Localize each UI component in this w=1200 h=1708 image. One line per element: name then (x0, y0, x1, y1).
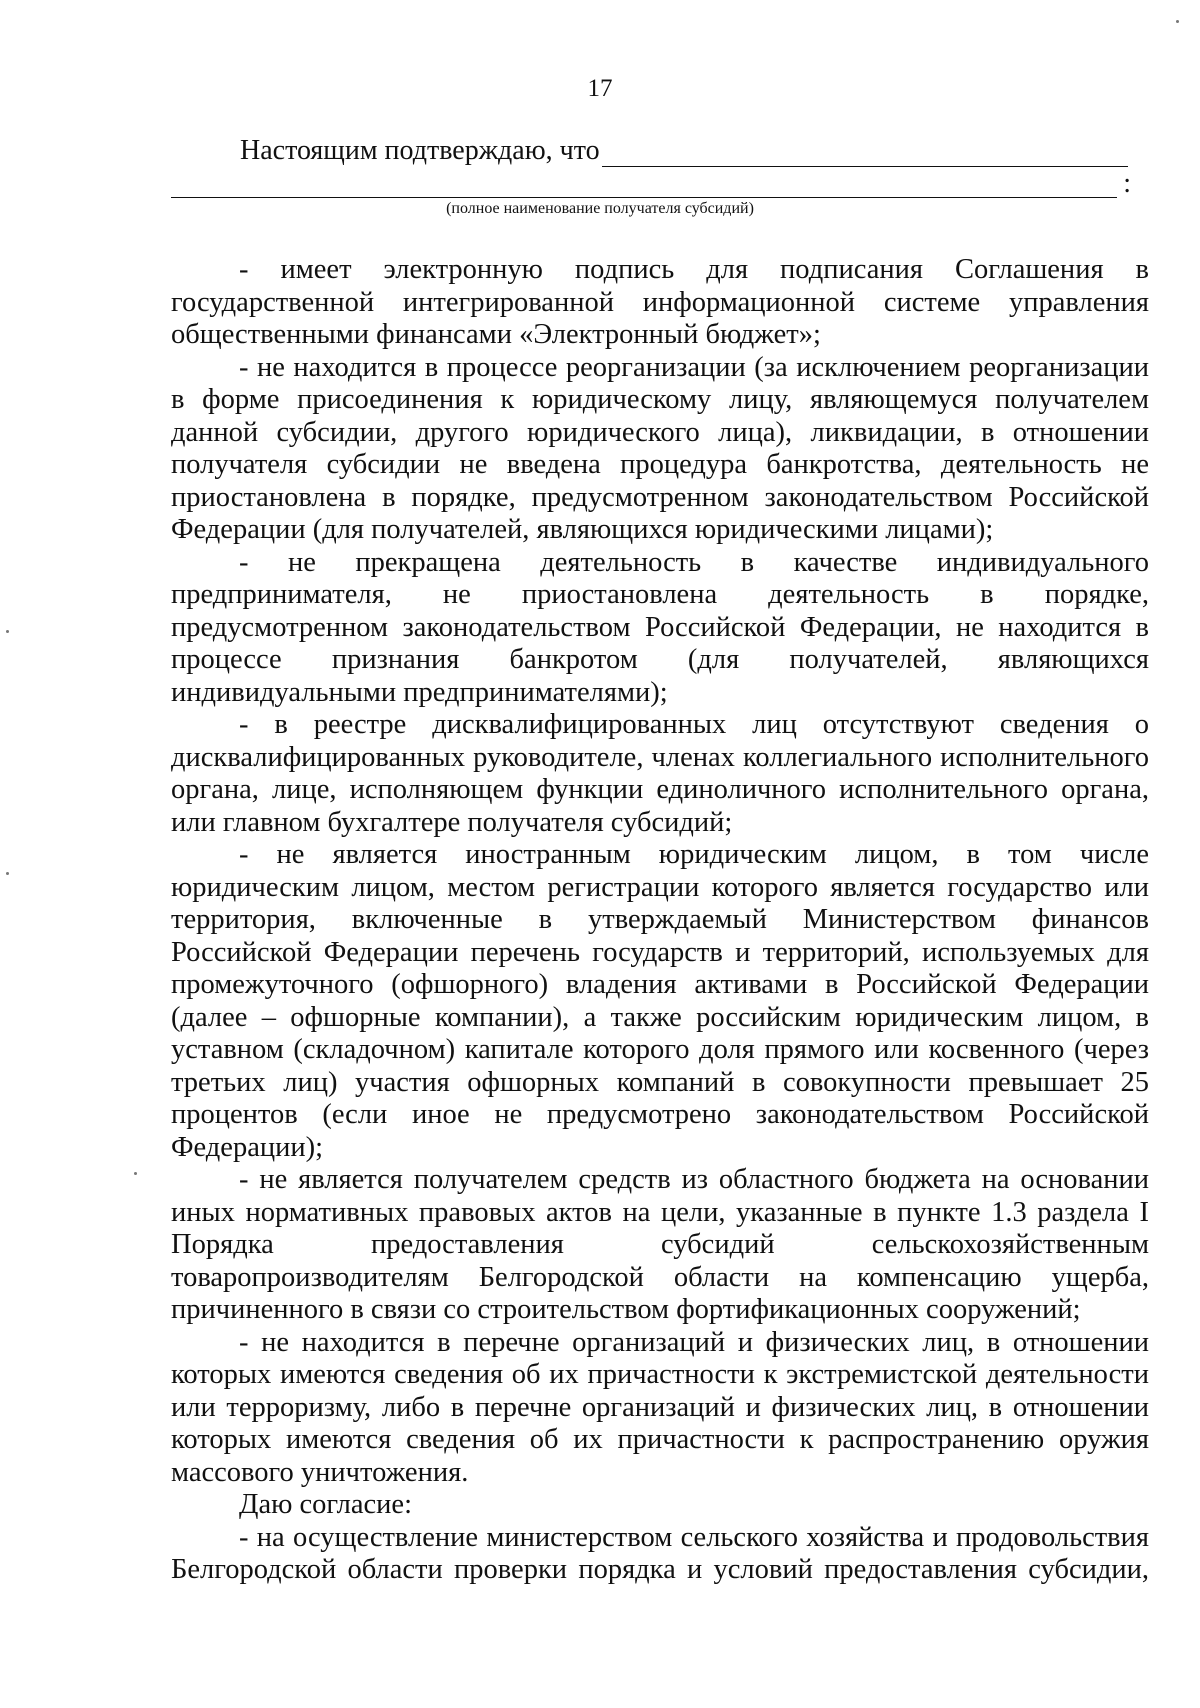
paragraph-offshore: - не является иностранным юридическим лицом, в том числе юридическим лицом, местом регистрации которого является государство или территория, включенные в утверждаемый Министерством финансов Российской Федерации перечень государств и территорий, используемых для промежуточного (офшорного) владения активами в Российской Федерации (далее – офшорные компании), а также российским юридическим лицом, в уставном (складочном) капитале которого доля прямого или косвенного (через третьих лиц) участия офшорных компаний в совокупности превышает 25 процентов (если иное не предусмотрено законодательством Российской Федерации); (171, 839, 1149, 1163)
paragraph-consent-inspection: - на осуществление министерством сельского хозяйства и продовольствия Белгородской области проверки порядка и условий предоставления субсидии, (171, 1521, 1149, 1585)
page-number: 17 (587, 75, 613, 102)
confirmation-text: Настоящим подтверждаю, что (240, 135, 600, 166)
paragraph-extremism-list: - не находится в перечне организаций и физических лиц, в отношении которых имеются сведения об их причастности к экстремистской деятельности или терроризму, либо в перечне организаций и физических лиц, в отношении которых имеются сведения об их причастности к распространению оружия массового уничтожения. (171, 1326, 1149, 1488)
paragraph-regional-budget: - не является получателем средств из областного бюджета на основании иных нормативных правовых актов на цели, указанные в пункте 1.3 раздела I Порядка предоставления субсидий сельскохозяйственным товаропроизводителям Белгородской области на компенсацию ущерба, причиненного в связи со строительством фортификационных сооружений; (171, 1164, 1149, 1325)
confirmation-line (240, 135, 1128, 167)
paragraph-reorganization: - не находится в процессе реорганизации (за исключением реорганизации в форме присоединения к юридическому лицу, являющемуся получателем данной субсидии, другого юридического лица), ликвидации, в отношении получателя субсидии не введена процедура банкротства, деятельность не приостановлена в порядке, предусмотренном законодательством Российской Федерации (для получателей, являющихся юридическими лицами); (171, 351, 1149, 545)
scan-speck (1176, 20, 1179, 23)
recipient-name-blank-1 (602, 138, 1128, 167)
recipient-name-line (171, 170, 1131, 198)
paragraph-disqualified-persons: - в реестре дисквалифицированных лиц отсутствуют сведения о дисквалифицированных руководителе, членах коллегиального исполнительного органа, лице, исполняющем функции единоличного исполнительного органа, или главном бухгалтере получателя субсидий; (171, 709, 1149, 838)
paragraph-electronic-signature: - имеет электронную подпись для подписания Соглашения в государственной интегрированной информационной системе управления общественными финансами «Электронный бюджет»; (171, 254, 1149, 350)
scan-speck (6, 630, 9, 633)
scan-speck (134, 1172, 137, 1175)
body-text (171, 254, 1149, 1587)
paragraph-entrepreneur: - не прекращена деятельность в качестве индивидуального предпринимателя, не приостановлена деятельность в порядке, предусмотренном законодательством Российской Федерации, не находится в процессе признания банкротом (для получателей, являющихся индивидуальными предпринимателями); (171, 546, 1149, 708)
scan-speck (6, 872, 9, 875)
recipient-caption: (полное наименование получателя субсидий) (446, 200, 754, 217)
colon: : (1123, 168, 1131, 199)
paragraph-consent-heading: Даю согласие: (239, 1489, 412, 1520)
recipient-name-blank-2 (171, 173, 1117, 198)
